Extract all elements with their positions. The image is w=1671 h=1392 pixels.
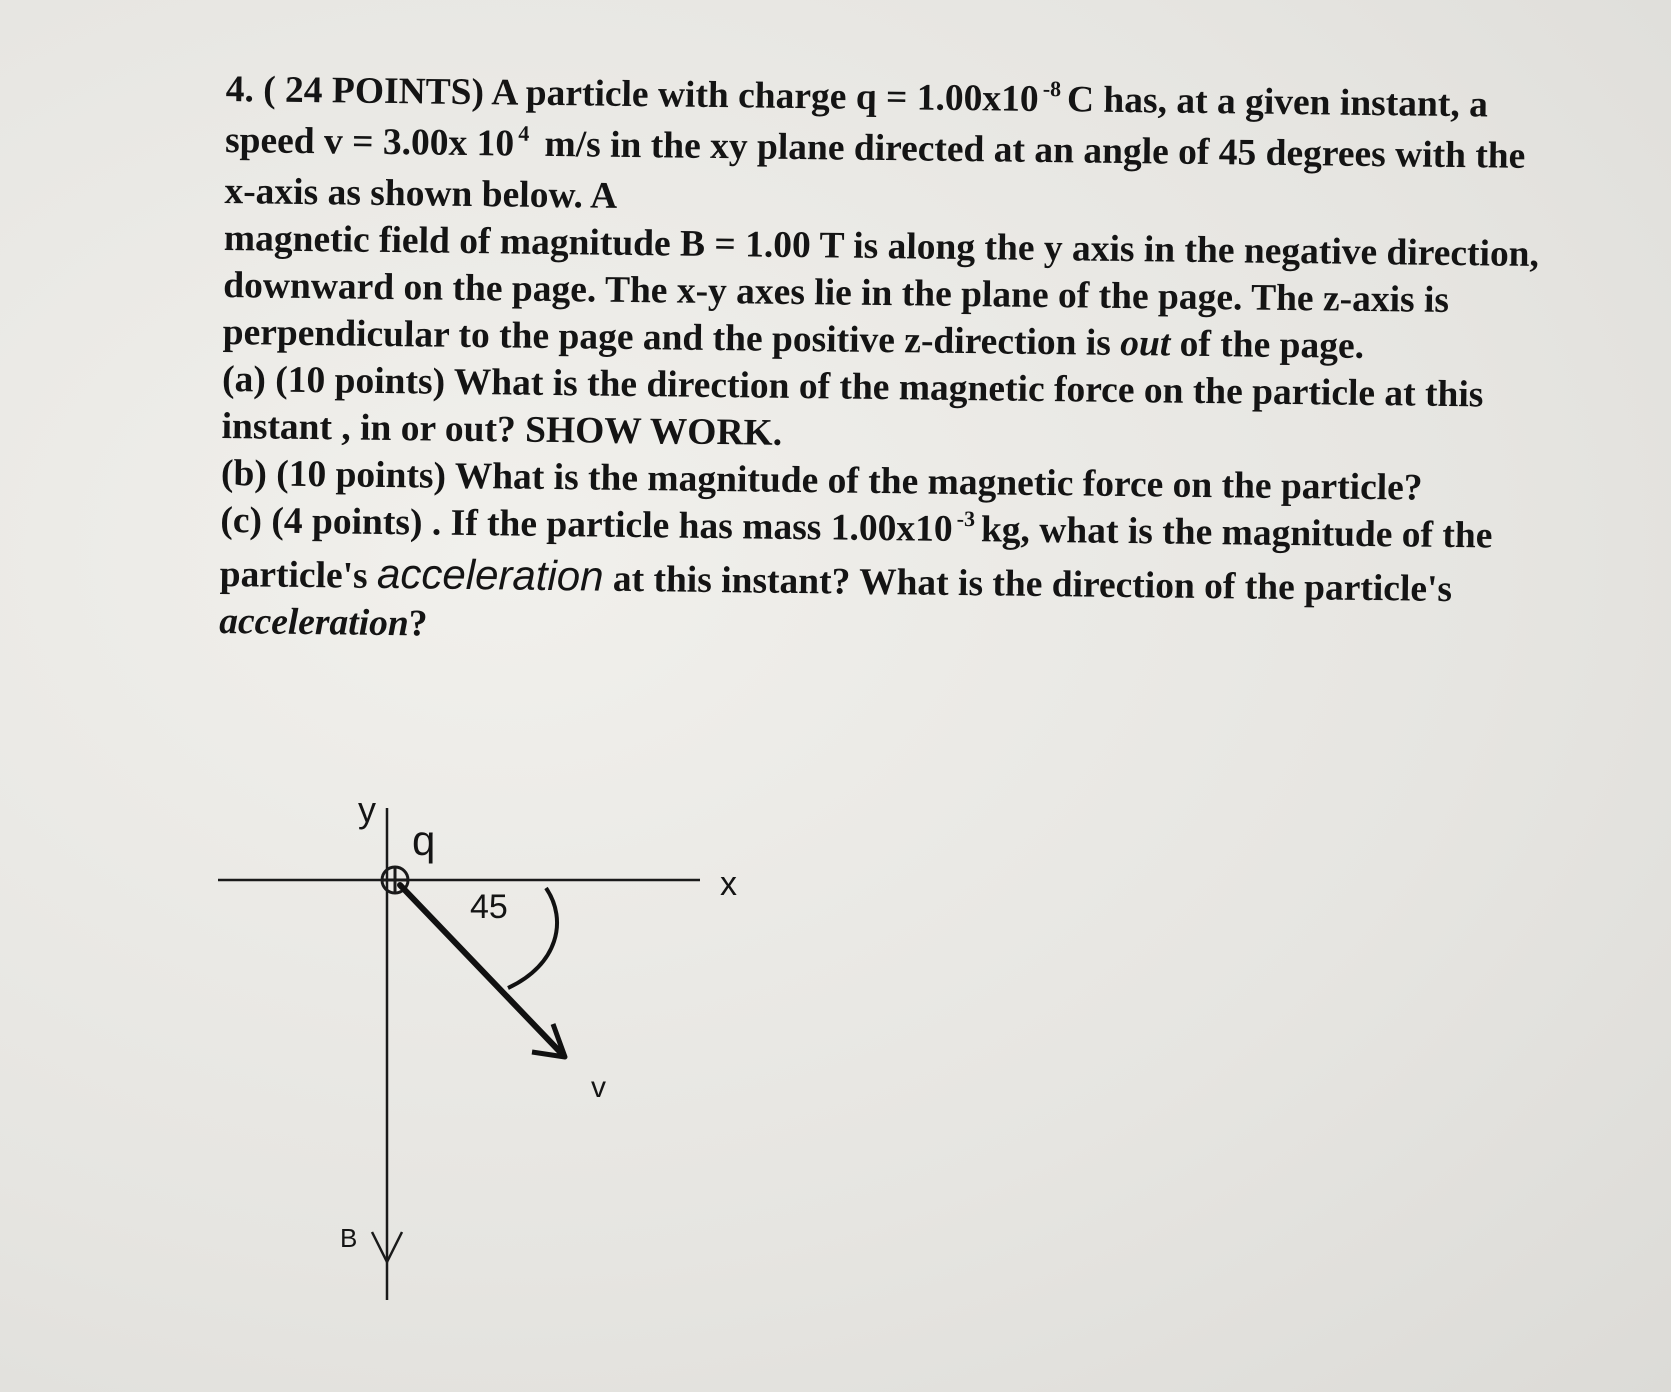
problem-header: 4. ( 24 POINTS) (225, 68, 485, 114)
speed-exponent: 4 (518, 120, 530, 146)
field-text: magnetic field of magnitude B = 1.00 T is along the y axis in the negative direction, downward on the page. The x-y axes lie in the plane of the page. The z-axis is perpendicular to the page and the positive z-direction is (222, 217, 1540, 364)
x-axis-label: x (720, 865, 737, 903)
acceleration-word-2: acceleration (218, 600, 409, 645)
field-label: B (340, 1223, 358, 1253)
angle-arc (508, 888, 557, 988)
field-end: of the page. (1179, 323, 1365, 367)
acceleration-word: acceleration (376, 549, 604, 600)
intro-text-b: C has, at a given instant, a speed v = 3.00x 10 (224, 79, 1489, 165)
charge-label: q (412, 817, 436, 864)
charge-exponent: -8 (1042, 75, 1062, 102)
part-c-text-c: at this instant? What is the direction of the particle's (612, 558, 1453, 611)
angle-label: 45 (470, 888, 508, 926)
y-axis-label: y (358, 789, 376, 830)
part-c-end: ? (408, 603, 428, 645)
part-b: (b) (10 points) What is the magnitude of the magnetic force on the particle? (220, 452, 1423, 509)
part-c-text-b: kg, what is the magnitude of the particle's (219, 509, 1493, 597)
intro-text-c: m/s in the xy plane directed at an angle of 45 degrees with the x-axis as shown below. A (224, 123, 1526, 217)
intro-text-a: A particle with charge q = 1.00x10 (491, 72, 1039, 120)
part-c-text-a: (c) (4 points) . If the particle has mass 1.00x10 (220, 499, 953, 550)
part-a: (a) (10 points) What is the direction of the magnetic force on the particle at this instant , in or out? SHOW WORK. (221, 358, 1484, 454)
velocity-label: v (591, 1071, 606, 1104)
out-word: out (1120, 322, 1171, 365)
mass-exponent: -3 (956, 505, 976, 532)
